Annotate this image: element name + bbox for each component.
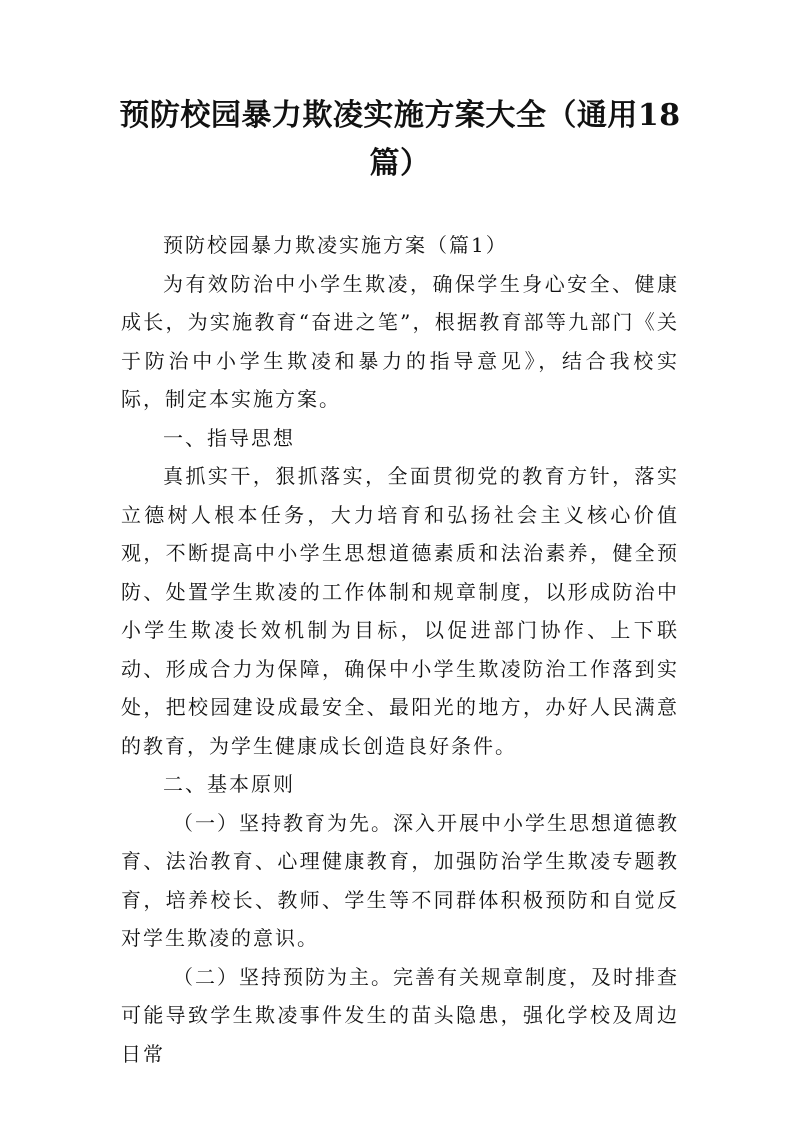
document-title: 预防校园暴力欺凌实施方案大全（通用18篇）: [119, 98, 681, 181]
section-subtitle: 预防校园暴力欺凌实施方案（篇1）: [163, 233, 508, 257]
paragraph-intro: 为有效防治中小学生欺凌，确保学生身心安全、健康成长，为实施教育“奋进之笔”，根据教育部等九部门《关于防治中小学生欺凌和暴力的指导意见》，结合我校实际，制定本实施方案。: [121, 271, 679, 411]
document-body: [121, 226, 679, 1073]
heading-guiding-ideology: 一、指导思想: [163, 425, 295, 450]
paragraph-guiding-ideology: 真抓实干，狠抓落实，全面贯彻党的教育方针，落实立德树人根本任务，大力培育和弘扬社会主义核心价值观，不断提高中小学生思想道德素质和法治素养，健全预防、处置学生欺凌的工作体制和规章制度，以形成防治中小学生欺凌长效机制为目标，以促进部门协作、上下联动、形成合力为保障，确保中小学生欺凌防治工作落到实处，把校园建设成最安全、最阳光的地方，办好人民满意的教育，为学生健康成长创造良好条件。: [121, 464, 679, 758]
paragraph-principle-1: （一）坚持教育为先。深入开展中小学生思想道德教育、法治教育、心理健康教育，加强防治学生欺凌专题教育，培养校长、教师、学生等不同群体积极预防和自觉反对学生欺凌的意识。: [121, 810, 679, 950]
paragraph-principle-2: （二）坚持预防为主。完善有关规章制度，及时排查可能导致学生欺凌事件发生的苗头隐患，强化学校及周边日常: [121, 964, 679, 1066]
heading-basic-principles: 二、基本原则: [163, 772, 295, 796]
